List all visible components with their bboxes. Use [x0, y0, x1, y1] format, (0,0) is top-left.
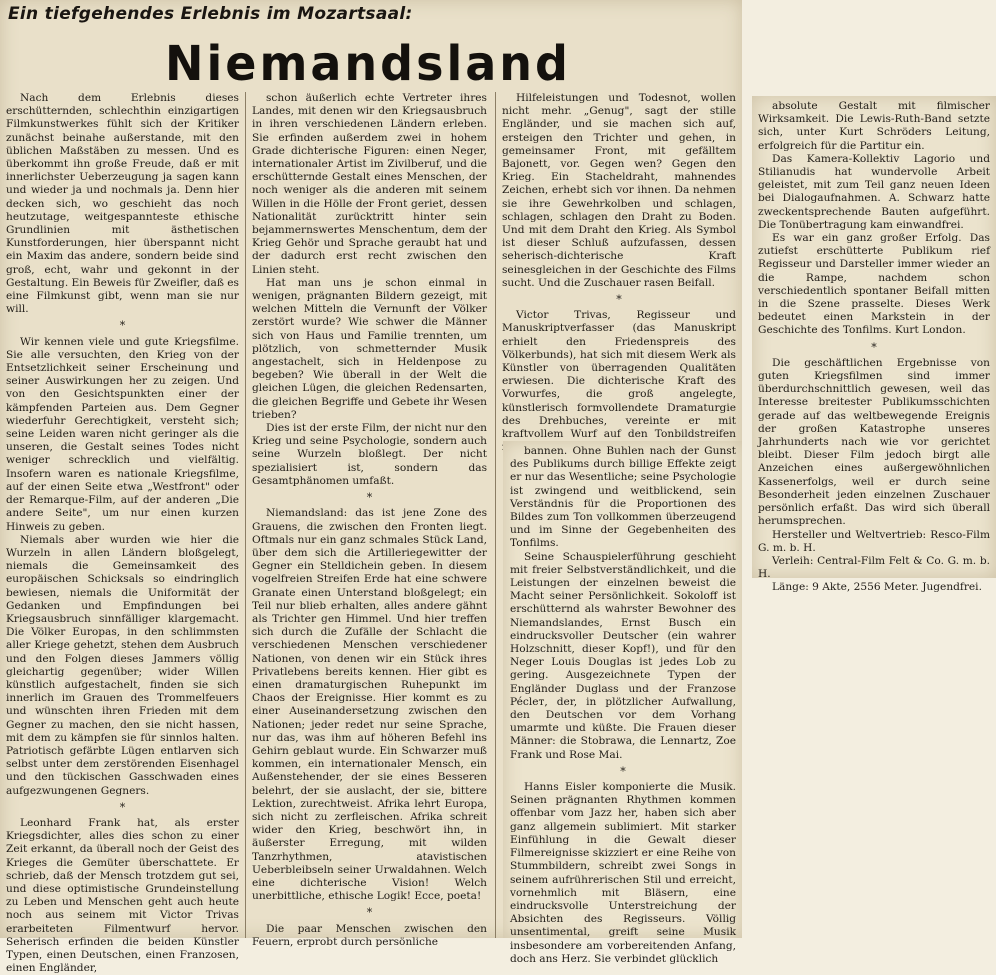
side-clipping [752, 96, 996, 594]
article-paragraph: Victor Trivas, Regisseur und Manuskriptverfasser (das Manuskript erhielt den Friedenspreis des Völkerbunds), hat sich mit diesem Werk als Künstler von überragenden Qualitäten erwiesen. Die dichterische Kraft des Vorwurfes, die groß angelegte, künstlerisch formvollendete Dramaturgie des Drehbuches, vereinte er mit kraftvollem Wurf auf den Tonbildstreifen [502, 309, 736, 441]
article-column-3 [502, 92, 736, 442]
continuation-clipping [503, 441, 742, 965]
kicker-line: Ein tiefgehendes Erlebnis im Mozartsaal: [8, 4, 413, 24]
article-paragraph: Hilfeleistungen und Todesnot, wollen nicht mehr. „Genug", sagt der stille Engländer, und sie machen sich auf, ersteigen den Trichter und gehen, in gemeinsamer Front, mit gefälltem Bajonett, vor. Gegen wen? Gegen den Krieg. Ein Stacheldraht, mahnendes Zeichen, erhebt sich vor ihnen. Da nehmen sie ihre Gewehrkolben und schlagen, schlagen, schlagen den Draht zu Boden. Und mit dem Draht den Krieg. Als Symbol ist dieser Schluß aufzufassen, dessen seherisch-dichterische Kraft seinesgleichen in der Geschichte des Films sucht. Und die Zuschauer rasen Beifall. [502, 92, 736, 289]
article-paragraph: Hersteller und Weltvertrieb: Resco-Film G. m. b. H. [758, 528, 990, 554]
section-separator: * [366, 491, 373, 505]
article-paragraph: Hanns Eisler komponierte die Musik. Seinen prägnanten Rhythmen kommen offenbar vom Jazz her, haben sich aber ganz allgemein sublimiert. Mit starker Einfühlung in die Gewalt dieser Filmereignisse skizziert er eine Reihe von Stummbildern, schreibt zwei Songs in seinem aufrührerischen Stil und erreicht, vornehmlich mit Bläsern, eine eindrucksvolle Unterstreichung der Absichten des Regisseurs. Völlig unsentimental, greift seine Musik insbesondere am vorbereitenden Anfang, doch ans Herz. Sie verbindet glücklich [510, 781, 736, 965]
article-paragraph: Länge: 9 Akte, 2556 Meter. Jugendfrei. [772, 581, 982, 594]
article-paragraph: Nach dem Erlebnis dieses erschütternden, schlechthin einzigartigen Filmkunstwerkes fühlt sich der Kritiker zunächst beinahe außerstande, mit den üblichen Maßstäben zu messen. Und es überkommt ihn große Freude, daß er mit innerlichster Ueberzeugung ja sagen kann und wieder ja und nochmals ja. Denn hier decken sich, wo geschieht das noch heutzutage, weitgespannteste ethische Grundlinien mit ästhetischen Kunstforderungen, hier überspannt nicht ein Maxim das andere, sondern beide sind groß, echt, wahr und gekonnt in der Gestaltung. Ein Beweis für Zweifler, daß es eine Filmkunst gibt, wenn man sie nur will. [6, 92, 239, 316]
article-paragraph: schon äußerlich echte Vertreter ihres Landes, mit denen wir den Kriegsausbruch in ihren verschiedenen Ländern erleben. Sie erfinden außerdem zwei in hohem Grade dichterische Figuren: einen Neger, internationaler Artist im Zivilberuf, und die erschütternde Gestalt eines Menschen, der noch weniger als die anderen mit seinem Willen in die Hölle der Front geriet, dessen Nationalität zurücktritt hinter sein bejammernswertes Menschentum, dem der Krieg Gehör und Sprache geraubt hat und der dadurch erst recht zwischen den Linien steht. [252, 92, 487, 276]
column-rule [495, 92, 496, 938]
article-column-1 [6, 92, 239, 975]
article-paragraph: Verleih: Central-Film Felt & Co. G. m. b. H. [758, 554, 990, 581]
section-separator: * [366, 906, 373, 920]
article-paragraph: Seine Schauspielerführung geschieht mit freier Selbstverständlichkeit, und die Leistungen der einzelnen beweist die Macht seiner Persönlichkeit. Sokoloff ist erschütternd als wahrster Bewohner des Niemandslandes, Ernst Busch ein eindrucksvoller Deutscher (ein wahrer Holzschnitt, dieser Kopf!), und für den Neger Louis Douglas ist jedes Lob zu gering. Ausgezeichnete Typen der Engländer Duglass und der Franzose Pécleт, der, in plötzlicher Aufwallung, den Deutschen vor dem Vorhang umarmte und küßte. Die Frauen dieser Männer: die Stobrawa, die Lennartz, Zoe Frank und Rose Mai. [510, 550, 736, 761]
article-column-5 [758, 100, 990, 594]
article-column-2 [252, 92, 487, 948]
article-paragraph: Wir kennen viele und gute Kriegsfilme. Sie alle versuchten, den Krieg von der Entsetzlichkeit seiner Erscheinung und seiner Auswirkungen her zu zeigen. Und von den Gesichtspunkten einer der kämpfenden Parteien aus. Dem Gegner wiederfuhr Gerechtigkeit, versteht sich; seine Leiden waren nicht geringer als die unseren, die Gestalt seines Todes nicht weniger schrecklich und vielfältig. Insofern waren es nationale Kriegsfilme, auf der einen Seite etwa „Westfront" oder der Remarque-Film, auf der anderen „Die andere Seite", um nur einen kurzen Hinweis zu geben. [6, 335, 239, 533]
article-paragraph: bannen. Ohne Buhlen nach der Gunst des Publikums durch billige Effekte zeigt er nur das Wesentliche; seine Psychologie ist zwingend und weitblickend, sein Verständnis für die Proportionen des Bildes zum Ton vollkommen überzeugend und im Sinne der Gegebenheiten des Tonfilms. [510, 445, 736, 550]
article-paragraph: Die geschäftlichen Ergebnisse von guten Kriegsfilmen sind immer überdurchschnittlich gewesen, weil das Interesse breitester Publikumsschichten gerade auf das weltbewegende Ereignis der großen Katastrophe unseres Jahrhunderts nach wie vor gerichtet bleibt. Dieser Film jedoch birgt alle Anzeichen eines außergewöhnlichen Kassenerfolgs, weil er durch seine Besonderheit jeden einzelnen Zuschauer persönlich erfaßt. Das wird sich überall herumsprechen. [758, 356, 990, 528]
article-paragraph: Das Kamera-Kollektiv Lagorio und Stilianudis hat wundervolle Arbeit geleistet, mit zum Teil ganz neuen Ideen bei Dialogaufnahmen. A. Schwarz hatte zweckentsprechende Bauten aufgeführt. Die Tonübertragung kam einwandfrei. [758, 152, 990, 231]
section-separator: * [616, 293, 622, 307]
section-separator: * [871, 340, 877, 354]
article-column-4 [510, 445, 736, 965]
section-separator: * [620, 764, 626, 778]
article-paragraph: Hat man uns je schon einmal in wenigen, prägnanten Bildern gezeigt, mit welchen Mitteln die Vernunft der Völker zerstört wurde? Wie schwer die Männer sich von Haus und Familie trennten, um plötzlich, von schmetternder Musik angestachelt, sich in Heldenpose zu begeben? Wie überall in der Welt die gleichen Lügen, die gleichen Redensarten, die gleichen Begriffe und Gebete ihr Wesen trieben? [252, 276, 487, 421]
column-rule [245, 92, 246, 938]
article-paragraph: Niemandsland: das ist jene Zone des Grauens, die zwischen den Fronten liegt. Oftmals nur ein ganz schmales Stück Land, über dem sich die Artilleriegewitter der Gegner ein Stelldichein geben. In diesem vogelfreien Streifen Erde hat eine schwere Granate einen Unterstand bloßgelegt; ein Teil nur blieb erhalten, alles andere gähnt als Trichter gen Himmel. Und hier treffen sich durch die Zufälle der Schlacht die verschiedenen Menschen verschiedener Nationen, von denen wir ein Stück ihres Privatlebens bereits kennen. Hier gibt es einen dramaturgischen Ruhepunkt im Chaos der Ereignisse. Hier kommt es zu einer Auseinandersetzung zwischen den Nationen; jeder redet nur seine Sprache, nur das, was ihm auf höheren Befehl ins Gehirn geblaut wurde. Ein Schwarzer muß kommen, ein internationaler Mensch, ein Außenstehender, der sie eines Besseren belehrt, der sie auslacht, der sie, bittere Lektion, zurechtweist. Afrika lehrt Europa, sich nicht zu zerfleischen. Afrika schreit wider den Krieg, beschwört ihn, in äußerster Erregung, mit wilden Tanzrhythmen, atavistischen Ueberbleibseln seiner Urwaldahnen. Welch eine dichterische Vision! Welch unerbittliche, ethische Logik! Ecce, poeta! [252, 507, 487, 903]
section-separator: * [119, 319, 126, 333]
article-paragraph: Es war ein ganz großer Erfolg. Das zutiefst erschütterte Publikum rief Regisseur und Darsteller immer wieder an die Rampe, nachdem schon verschiedentlich spontaner Beifall mitten in die Szene prasselte. Dieses Werk bedeutet einen Markstein in der Geschichte des Tonfilms. Kurt London. [758, 232, 990, 337]
article-paragraph: Leonhard Frank hat, als erster Kriegsdichter, alles dies schon zu einer Zeit erkannt, da überall noch der Geist des Krieges die Gemüter überschattete. Er schrieb, daß der Mensch trotzdem gut sei, und diese optimistische Grundeinstellung zu Leben und Menschen geht auch heute noch aus seinem mit Victor Trivas erarbeiteten Filmentwurf hervor. Seherisch erfinden die beiden Künstler Typen, einen Deutschen, einen Franzosen, einen Engländer, [6, 816, 239, 975]
article-paragraph: Niemals aber wurden wie hier die Wurzeln in allen Ländern bloßgelegt, niemals die Gemeinsamkeit des europäischen Schicksals so eindringlich bewiesen, niemals die Uniformität der Gedanken und Empfindungen bei Kriegsausbruch sinnfälliger klargemacht. Die Völker Europas, in den schlimmsten aller Kriege gehetzt, stehen dem Ausbruch und den Folgen dieses Jammers völlig gleichartig gegenüber; wider Willen künstlich aufgestachelt, finden sie sich innerlich im Grauen des Trommelfeuers und wünschten ihren Frieden mit dem Gegner zu machen, den sie nicht hassen, mit dem zu kämpfen sie für sinnlos halten. Patriotisch gefärbte Lügen entlarven sich selbst unter dem zerstörenden Eisenhagel und den tückischen Gasschwaden eines aufgezwungenen Gegners. [6, 533, 239, 797]
section-separator: * [119, 800, 126, 814]
article-paragraph: absolute Gestalt mit filmischer Wirksamkeit. Die Lewis-Ruth-Band setzte sich, unter Kurt Schröders Leitung, erfolgreich für die Partitur ein. [758, 100, 990, 152]
headline-title: Niemandsland [165, 34, 571, 92]
article-paragraph: Dies ist der erste Film, der nicht nur den Krieg und seine Psychologie, sondern auch seine Wurzeln bloßlegt. Der nicht spezialisiert ist, sondern das Gesamtphänomen umfaßt. [252, 422, 487, 487]
article-paragraph: Die paar Menschen zwischen den Feuern, erprobt durch persönliche [252, 922, 487, 948]
